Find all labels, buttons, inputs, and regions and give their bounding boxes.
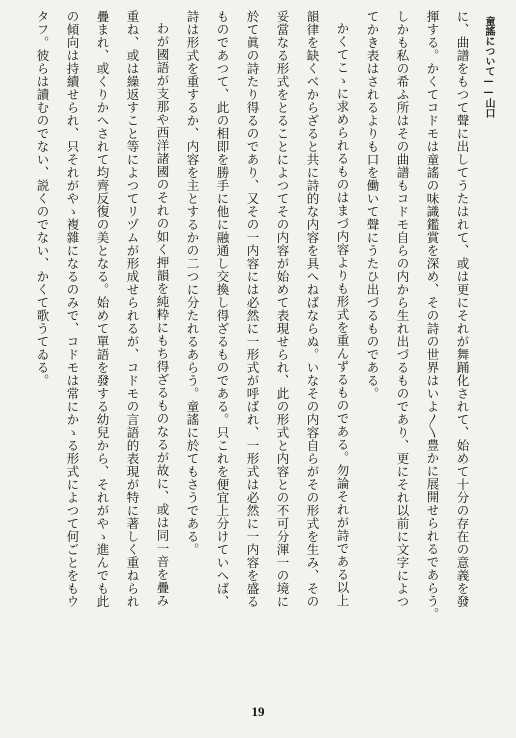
text-column: わが國語が支那や西洋諸國のそれの如く押韻を純粋にもち得ざるものなるが故に、或は同一音を疊み	[155, 22, 170, 607]
text-column: しかも私の希ふ所はその曲譜もコドモ自らの内から生れ出づるものであり、更にそれ以前に文字によつ	[395, 10, 410, 608]
text-column: 於て眞の詩たり得るのであり、又その一内容には必然に一形式が呼ばれ、一形式は必然に一内容を盛る	[245, 10, 260, 608]
text-column: の傾向は持續せられ、只それがやゝ複雜になるのみで、コドモは常にかゝる形式によつて何ごとをもウ	[65, 10, 80, 608]
text-column: ものであつて、此の相即を勝手に他に融通し交換し得ざるものである。只これを便宜上分けていへば、	[215, 10, 230, 608]
running-header: 童謠について——山口	[483, 16, 494, 118]
text-column: 重ね、或は繰返すこと等によつてリヅムが形成せられるが、コドモの言語的表現が特に著しく重ねられ	[125, 10, 140, 608]
text-column: タフ。彼らは讀むのでない、説くのでない、かくて歌うてゐる。	[35, 10, 50, 387]
text-column: かくてこゝに求められるものはまづ内容よりも形式を重んずるものである。勿論それが詩である以上	[335, 22, 350, 607]
body-text	[8, 10, 472, 682]
page-number: 19	[251, 704, 265, 719]
text-column: に、曲譜をもつて聲に出してうたはれて、或は更にそれが舞踊化されて、始めて十分の存在の意義を發	[455, 10, 470, 608]
text-column: てかき表はされるよりも口を働いて聲にうたひ出づるものである。	[365, 10, 380, 400]
text-column: 揮する。かくてコドモは童謠の味識鑑賞を深め、その詩の世界はいよ〳〵豊かに展開せられるであらう。	[425, 10, 440, 621]
text-column: 韻律を缺くべからざると共に詩的な内容を具へねばならぬ。いなその内容自らがその形式を生み、その	[305, 10, 320, 608]
text-column: 詩は形式を重するか、内容を主とするかの二つに分たれるあらう。童謠に於てもさうである。	[185, 10, 200, 556]
text-column: 妥當なる形式をとることによつてその内容が始めて表現せられ、此の形式と内容との不可分渾一の境に	[275, 10, 290, 608]
text-column: 疊まれ、或くりかへされて均齊反復の美となる。始めて單語を發する幼兒から、それがやゝ進んでも此	[95, 10, 110, 608]
